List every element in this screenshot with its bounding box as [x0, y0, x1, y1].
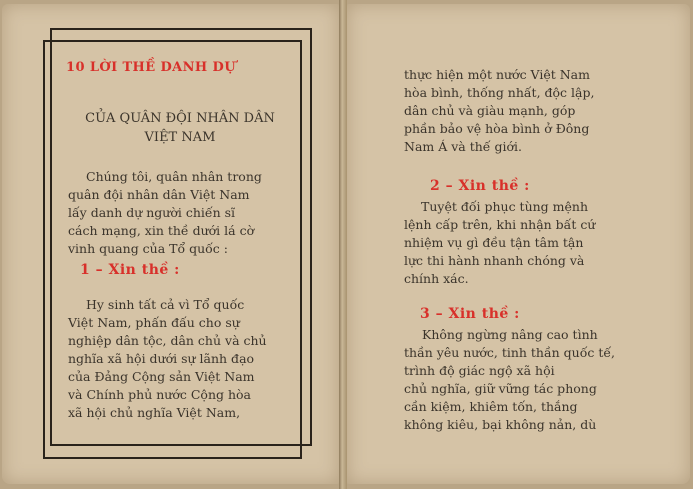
oath-3-line: cần kiệm, khiêm tốn, thắng [404, 399, 578, 414]
oath-1-line: nghĩa xã hội dưới sự lãnh đạo [68, 351, 255, 366]
oath-2-heading: 2 – Xin thề : [430, 178, 530, 194]
oath-1-heading: 1 – Xin thề : [80, 262, 180, 278]
continuation-line: dân chủ và giàu mạnh, góp [404, 103, 576, 118]
oath-1-line: Việt Nam, phấn đấu cho sự [68, 315, 240, 330]
intro-line: lấy danh dự người chiến sĩ [68, 205, 236, 220]
oath-2-line: lực thi hành nhanh chóng và [404, 253, 585, 268]
continuation-line: phần bảo vệ hòa bình ở Đông [404, 121, 590, 136]
continuation-line: thực hiện một nước Việt Nam [404, 67, 590, 82]
page-title: 10 LỜI THỀ DANH DỰ [66, 60, 236, 75]
oath-2-line: nhiệm vụ gì đều tận tâm tận [404, 235, 584, 250]
oath-3-line: chủ nghĩa, giữ vững tác phong [404, 381, 597, 396]
oath-3-line: Không ngừng nâng cao tình [422, 327, 598, 342]
subtitle-line-1: CỦA QUÂN ĐỘI NHÂN DÂN [85, 111, 275, 126]
subtitle-line-2: VIỆT NAM [144, 130, 216, 145]
booklet-spine [339, 0, 347, 489]
oath-3-heading: 3 – Xin thề : [420, 306, 520, 322]
continuation-line: Nam Á và thế giới. [404, 139, 522, 154]
oath-3-line: trình độ giác ngộ xã hội [404, 363, 555, 378]
oath-1-line: Hy sinh tất cả vì Tổ quốc [86, 297, 245, 312]
intro-line: cách mạng, xin thề dưới lá cờ [68, 223, 255, 238]
oath-1-line: và Chính phủ nước Cộng hòa [68, 387, 251, 402]
oath-2-line: lệnh cấp trên, khi nhận bất cứ [404, 217, 596, 232]
intro-line: quân đội nhân dân Việt Nam [68, 187, 250, 202]
oath-1-line: của Đảng Cộng sản Việt Nam [68, 369, 255, 384]
oath-1-line: nghiệp dân tộc, dân chủ và chủ [68, 333, 267, 348]
continuation-line: hòa bình, thống nhất, độc lập, [404, 85, 595, 100]
oath-1-line: xã hội chủ nghĩa Việt Nam, [68, 405, 241, 420]
oath-2-line: Tuyệt đối phục tùng mệnh [421, 199, 588, 214]
oath-3-line: thần yêu nước, tinh thần quốc tế, [404, 345, 616, 360]
oath-2-line: chính xác. [404, 271, 469, 286]
intro-line: Chúng tôi, quân nhân trong [86, 169, 262, 184]
oath-3-line: không kiêu, bại không nản, dù [404, 417, 597, 432]
intro-line: vinh quang của Tổ quốc : [68, 241, 228, 256]
